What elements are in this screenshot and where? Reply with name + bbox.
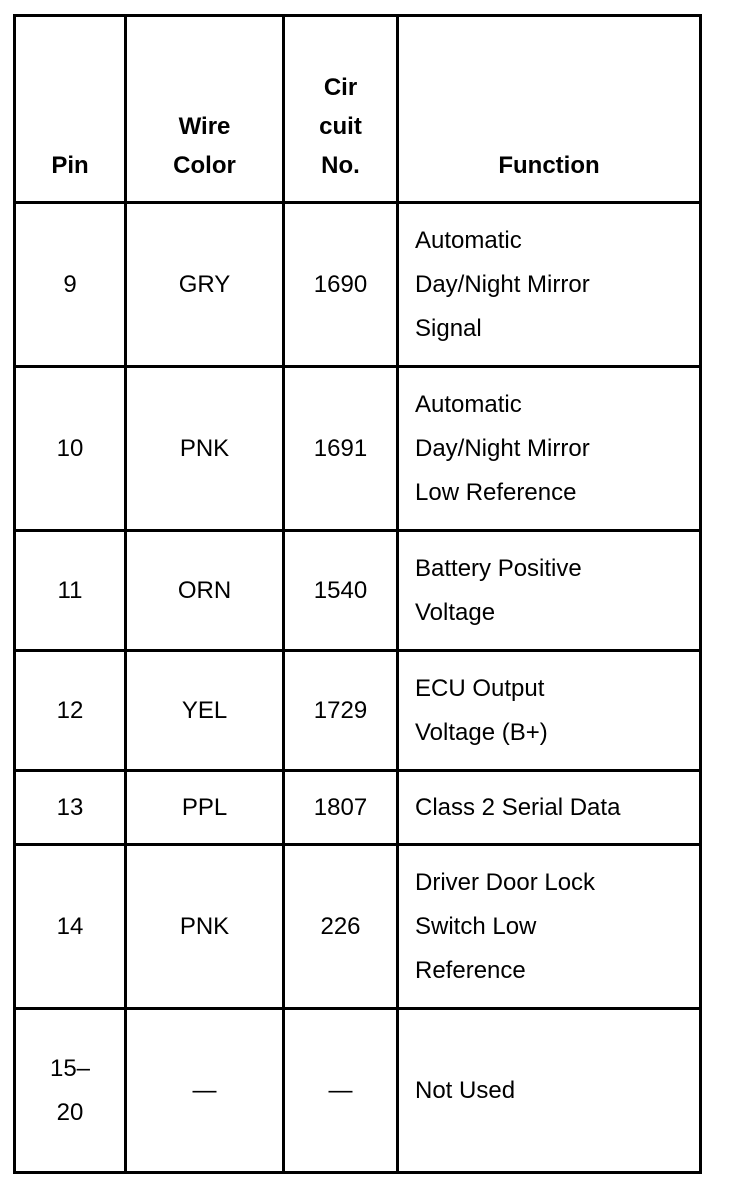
circuit-cell: 1729 (284, 651, 398, 771)
wire-color-cell: PPL (126, 771, 284, 845)
pin-line: 10 (56, 434, 84, 462)
wire-color-cell: YEL (126, 651, 284, 771)
table-row (15, 367, 701, 531)
function-cell (398, 203, 701, 367)
header-pin-line: Pin (51, 152, 89, 179)
function-line: Automatic (415, 390, 522, 418)
wire-color-cell: ORN (126, 531, 284, 651)
circuit-cell: 1691 (284, 367, 398, 531)
pin-cell (15, 367, 126, 531)
function-cell (398, 531, 701, 651)
function-line: Day/Night Mirror (415, 270, 590, 298)
function-cell (398, 367, 701, 531)
header-pin (15, 16, 126, 203)
table-row (15, 845, 701, 1009)
function-line: Voltage (B+) (415, 718, 548, 746)
header-circuit-no-line: Cir (323, 74, 358, 101)
header-function (398, 16, 701, 203)
wire-color-cell: — (126, 1009, 284, 1173)
function-line: Battery Positive (415, 554, 582, 582)
function-line: Signal (415, 314, 482, 342)
pin-line: 9 (63, 270, 77, 298)
table-row (15, 651, 701, 771)
connector-pinout-table (13, 14, 702, 1174)
circuit-cell: 1540 (284, 531, 398, 651)
header-circuit-no-line: No. (321, 152, 360, 179)
function-cell (398, 1009, 701, 1173)
function-cell (398, 651, 701, 771)
circuit-cell: 1807 (284, 771, 398, 845)
circuit-cell: 226 (284, 845, 398, 1009)
circuit-cell: — (284, 1009, 398, 1173)
wire-color-cell: GRY (126, 203, 284, 367)
pin-cell (15, 651, 126, 771)
function-line: Class 2 Serial Data (415, 793, 621, 821)
function-cell (398, 845, 701, 1009)
pin-cell (15, 531, 126, 651)
table-header-row (15, 16, 701, 203)
function-line: Reference (415, 956, 526, 984)
circuit-cell: 1690 (284, 203, 398, 367)
function-line: Automatic (415, 226, 522, 254)
pin-line: 12 (56, 696, 84, 724)
header-wire-color-line: Wire (178, 113, 231, 140)
wire-color-cell: PNK (126, 367, 284, 531)
pin-cell (15, 203, 126, 367)
header-wire-color-line: Color (173, 152, 236, 179)
table-row (15, 771, 701, 845)
pin-cell (15, 1009, 126, 1173)
table-row (15, 1009, 701, 1173)
function-line: Driver Door Lock (415, 868, 596, 896)
pin-cell (15, 845, 126, 1009)
table-row (15, 203, 701, 367)
function-line: Day/Night Mirror (415, 434, 590, 462)
header-circuit-no (284, 16, 398, 203)
function-line: Switch Low (415, 912, 537, 940)
pin-line: 20 (56, 1098, 84, 1126)
header-wire-color (126, 16, 284, 203)
function-cell (398, 771, 701, 845)
wire-color-cell: PNK (126, 845, 284, 1009)
function-line: Not Used (415, 1076, 516, 1104)
pin-line: 15– (49, 1054, 91, 1082)
table-row (15, 531, 701, 651)
function-line: Low Reference (415, 478, 577, 506)
pin-line: 11 (57, 576, 83, 604)
pin-line: 13 (56, 793, 84, 821)
function-line: ECU Output (415, 674, 545, 702)
pin-cell (15, 771, 126, 845)
header-function-line: Function (498, 152, 600, 179)
function-line: Voltage (415, 598, 496, 626)
header-circuit-no-line: cuit (319, 113, 362, 140)
pin-line: 14 (56, 912, 84, 940)
